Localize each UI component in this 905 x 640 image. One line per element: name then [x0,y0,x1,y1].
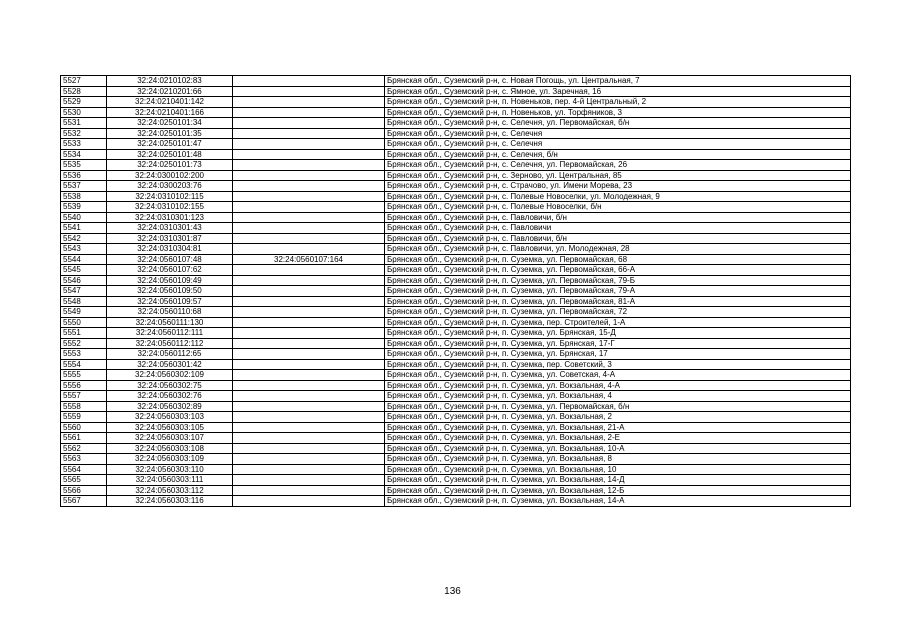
previous-cadastral-number-cell [233,181,385,192]
row-number-cell: 5528 [61,86,107,97]
row-number-cell: 5566 [61,485,107,496]
address-cell: Брянская обл., Суземский р-н, п. Суземка, ул. Вокзальная, 10 [385,464,851,475]
address-cell: Брянская обл., Суземский р-н, с. Полевые Новоселки, б/н [385,202,851,213]
previous-cadastral-number-cell [233,212,385,223]
previous-cadastral-number-cell [233,412,385,423]
address-cell: Брянская обл., Суземский р-н, п. Суземка, ул. Вокзальная, 12-Б [385,485,851,496]
cadastral-number-cell: 32:24:0560303:116 [107,496,233,507]
address-cell: Брянская обл., Суземский р-н, п. Суземка, ул. Первомайская, 66-А [385,265,851,276]
cadastral-number-cell: 32:24:0560107:62 [107,265,233,276]
row-number-cell: 5558 [61,401,107,412]
row-number-cell: 5565 [61,475,107,486]
table-row [61,149,851,160]
cadastral-number-cell: 32:24:0210201:66 [107,86,233,97]
address-cell: Брянская обл., Суземский р-н, п. Суземка, ул. Вокзальная, 8 [385,454,851,465]
table-row [61,118,851,129]
address-cell: Брянская обл., Суземский р-н, п. Суземка, пер. Советский, 3 [385,359,851,370]
cadastral-number-cell: 32:24:0560303:105 [107,422,233,433]
table-row [61,107,851,118]
previous-cadastral-number-cell [233,464,385,475]
table-row [61,307,851,318]
previous-cadastral-number-cell [233,328,385,339]
previous-cadastral-number-cell [233,485,385,496]
previous-cadastral-number-cell [233,160,385,171]
address-cell: Брянская обл., Суземский р-н, п. Новеньков, пер. 4-й Центральный, 2 [385,97,851,108]
row-number-cell: 5532 [61,128,107,139]
row-number-cell: 5562 [61,443,107,454]
address-cell: Брянская обл., Суземский р-н, п. Суземка, ул. Вокзальная, 2-Е [385,433,851,444]
table-row [61,202,851,213]
address-cell: Брянская обл., Суземский р-н, с. Зерново, ул. Центральная, 85 [385,170,851,181]
cadastral-number-cell: 32:24:0560301:42 [107,359,233,370]
table-row [61,349,851,360]
row-number-cell: 5534 [61,149,107,160]
table-row [61,422,851,433]
table-row [61,475,851,486]
address-cell: Брянская обл., Суземский р-н, п. Суземка, ул. Первомайская, б/н [385,401,851,412]
previous-cadastral-number-cell [233,128,385,139]
row-number-cell: 5529 [61,97,107,108]
previous-cadastral-number-cell [233,202,385,213]
previous-cadastral-number-cell [233,97,385,108]
table-row [61,170,851,181]
table-row [61,233,851,244]
table-row [61,380,851,391]
row-number-cell: 5561 [61,433,107,444]
cadastral-number-cell: 32:24:0310301:123 [107,212,233,223]
row-number-cell: 5540 [61,212,107,223]
row-number-cell: 5550 [61,317,107,328]
previous-cadastral-number-cell [233,170,385,181]
previous-cadastral-number-cell [233,76,385,87]
row-number-cell: 5544 [61,254,107,265]
row-number-cell: 5530 [61,107,107,118]
row-number-cell: 5548 [61,296,107,307]
previous-cadastral-number-cell [233,401,385,412]
row-number-cell: 5556 [61,380,107,391]
address-cell: Брянская обл., Суземский р-н, п. Суземка, ул. Вокзальная, 4-А [385,380,851,391]
cadastral-table [60,75,851,507]
table-row [61,496,851,507]
table-row [61,128,851,139]
previous-cadastral-number-cell [233,149,385,160]
cadastral-number-cell: 32:24:0560303:108 [107,443,233,454]
row-number-cell: 5545 [61,265,107,276]
row-number-cell: 5538 [61,191,107,202]
cadastral-number-cell: 32:24:0560303:110 [107,464,233,475]
address-cell: Брянская обл., Суземский р-н, с. Павловичи, ул. Молодежная, 28 [385,244,851,255]
table-row [61,254,851,265]
row-number-cell: 5567 [61,496,107,507]
address-cell: Брянская обл., Суземский р-н, п. Суземка, ул. Вокзальная, 10-А [385,443,851,454]
table-row [61,443,851,454]
table-row [61,181,851,192]
address-cell: Брянская обл., Суземский р-н, с. Страчово, ул. Имени Морева, 23 [385,181,851,192]
cadastral-number-cell: 32:24:0250101:35 [107,128,233,139]
address-cell: Брянская обл., Суземский р-н, с. Павловичи, б/н [385,212,851,223]
row-number-cell: 5533 [61,139,107,150]
row-number-cell: 5554 [61,359,107,370]
table-body [61,76,851,507]
table-row [61,191,851,202]
address-cell: Брянская обл., Суземский р-н, п. Суземка, ул. Первомайская, 72 [385,307,851,318]
cadastral-number-cell: 32:24:0560303:107 [107,433,233,444]
previous-cadastral-number-cell [233,233,385,244]
address-cell: Брянская обл., Суземский р-н, с. Селечня, ул. Первомайская, б/н [385,118,851,129]
previous-cadastral-number-cell [233,286,385,297]
row-number-cell: 5547 [61,286,107,297]
table-row [61,401,851,412]
cadastral-number-cell: 32:24:0310304:81 [107,244,233,255]
cadastral-number-cell: 32:24:0560110:68 [107,307,233,318]
row-number-cell: 5557 [61,391,107,402]
address-cell: Брянская обл., Суземский р-н, п. Суземка, ул. Вокзальная, 4 [385,391,851,402]
address-cell: Брянская обл., Суземский р-н, п. Суземка, ул. Первомайская, 79-Б [385,275,851,286]
previous-cadastral-number-cell [233,338,385,349]
previous-cadastral-number-cell [233,391,385,402]
previous-cadastral-number-cell [233,223,385,234]
address-cell: Брянская обл., Суземский р-н, п. Суземка, ул. Вокзальная, 14-А [385,496,851,507]
address-cell: Брянская обл., Суземский р-н, п. Суземка, ул. Первомайская, 79-А [385,286,851,297]
cadastral-number-cell: 32:24:0560109:50 [107,286,233,297]
previous-cadastral-number-cell [233,443,385,454]
cadastral-number-cell: 32:24:0310301:87 [107,233,233,244]
address-cell: Брянская обл., Суземский р-н, с. Полевые Новоселки, ул. Молодежная, 9 [385,191,851,202]
previous-cadastral-number-cell [233,454,385,465]
cadastral-number-cell: 32:24:0210102:83 [107,76,233,87]
table-row [61,97,851,108]
cadastral-number-cell: 32:24:0560112:111 [107,328,233,339]
address-cell: Брянская обл., Суземский р-н, с. Новая Погощь, ул. Центральная, 7 [385,76,851,87]
address-cell: Брянская обл., Суземский р-н, с. Павловичи [385,223,851,234]
previous-cadastral-number-cell: 32:24:0560107:164 [233,254,385,265]
row-number-cell: 5560 [61,422,107,433]
previous-cadastral-number-cell [233,370,385,381]
address-cell: Брянская обл., Суземский р-н, с. Селечня [385,128,851,139]
table-row [61,464,851,475]
cadastral-number-cell: 32:24:0210401:142 [107,97,233,108]
address-cell: Брянская обл., Суземский р-н, п. Суземка, пер. Строителей, 1-А [385,317,851,328]
cadastral-number-cell: 32:24:0310102:115 [107,191,233,202]
row-number-cell: 5542 [61,233,107,244]
address-cell: Брянская обл., Суземский р-н, с. Павловичи, б/н [385,233,851,244]
cadastral-number-cell: 32:24:0560302:76 [107,391,233,402]
table-row [61,317,851,328]
previous-cadastral-number-cell [233,275,385,286]
table-row [61,244,851,255]
cadastral-number-cell: 32:24:0560109:49 [107,275,233,286]
previous-cadastral-number-cell [233,475,385,486]
cadastral-number-cell: 32:24:0560112:65 [107,349,233,360]
previous-cadastral-number-cell [233,296,385,307]
table-row [61,433,851,444]
address-cell: Брянская обл., Суземский р-н, с. Селечня [385,139,851,150]
row-number-cell: 5564 [61,464,107,475]
address-cell: Брянская обл., Суземский р-н, п. Суземка, ул. Брянская, 15-Д [385,328,851,339]
table-row [61,485,851,496]
cadastral-number-cell: 32:24:0560302:109 [107,370,233,381]
cadastral-number-cell: 32:24:0300102:200 [107,170,233,181]
address-cell: Брянская обл., Суземский р-н, п. Суземка, ул. Советская, 4-А [385,370,851,381]
previous-cadastral-number-cell [233,118,385,129]
table-row [61,223,851,234]
row-number-cell: 5563 [61,454,107,465]
cadastral-number-cell: 32:24:0560302:75 [107,380,233,391]
table-row [61,265,851,276]
table-row [61,286,851,297]
table-row [61,328,851,339]
page-number: 136 [444,586,461,597]
cadastral-number-cell: 32:24:0250101:73 [107,160,233,171]
table-row [61,160,851,171]
address-cell: Брянская обл., Суземский р-н, п. Суземка, ул. Вокзальная, 14-Д [385,475,851,486]
cadastral-number-cell: 32:24:0560302:89 [107,401,233,412]
row-number-cell: 5552 [61,338,107,349]
row-number-cell: 5527 [61,76,107,87]
row-number-cell: 5536 [61,170,107,181]
row-number-cell: 5531 [61,118,107,129]
cadastral-number-cell: 32:24:0250101:34 [107,118,233,129]
table-row [61,139,851,150]
previous-cadastral-number-cell [233,191,385,202]
row-number-cell: 5559 [61,412,107,423]
cadastral-number-cell: 32:24:0560109:57 [107,296,233,307]
address-cell: Брянская обл., Суземский р-н, п. Новеньков, ул. Торфяников, 3 [385,107,851,118]
address-cell: Брянская обл., Суземский р-н, п. Суземка, ул. Вокзальная, 21-А [385,422,851,433]
previous-cadastral-number-cell [233,139,385,150]
previous-cadastral-number-cell [233,349,385,360]
row-number-cell: 5541 [61,223,107,234]
row-number-cell: 5555 [61,370,107,381]
previous-cadastral-number-cell [233,433,385,444]
row-number-cell: 5537 [61,181,107,192]
cadastral-number-cell: 32:24:0560111:130 [107,317,233,328]
cadastral-number-cell: 32:24:0250101:47 [107,139,233,150]
previous-cadastral-number-cell [233,422,385,433]
address-cell: Брянская обл., Суземский р-н, п. Суземка, ул. Первомайская, 68 [385,254,851,265]
address-cell: Брянская обл., Суземский р-н, п. Суземка, ул. Брянская, 17 [385,349,851,360]
cadastral-number-cell: 32:24:0560303:109 [107,454,233,465]
cadastral-number-cell: 32:24:0310102:155 [107,202,233,213]
table-row [61,212,851,223]
row-number-cell: 5539 [61,202,107,213]
row-number-cell: 5546 [61,275,107,286]
row-number-cell: 5535 [61,160,107,171]
address-cell: Брянская обл., Суземский р-н, с. Селечня, ул. Первомайская, 26 [385,160,851,171]
address-cell: Брянская обл., Суземский р-н, п. Суземка, ул. Первомайская, 81-А [385,296,851,307]
previous-cadastral-number-cell [233,380,385,391]
cadastral-number-cell: 32:24:0560303:112 [107,485,233,496]
address-cell: Брянская обл., Суземский р-н, п. Суземка, ул. Вокзальная, 2 [385,412,851,423]
previous-cadastral-number-cell [233,496,385,507]
previous-cadastral-number-cell [233,359,385,370]
cadastral-number-cell: 32:24:0560303:111 [107,475,233,486]
cadastral-number-cell: 32:24:0560112:112 [107,338,233,349]
row-number-cell: 5553 [61,349,107,360]
table-row [61,76,851,87]
cadastral-number-cell: 32:24:0300203:76 [107,181,233,192]
previous-cadastral-number-cell [233,307,385,318]
table-row [61,275,851,286]
cadastral-number-cell: 32:24:0250101:48 [107,149,233,160]
cadastral-number-cell: 32:24:0560107:48 [107,254,233,265]
previous-cadastral-number-cell [233,107,385,118]
row-number-cell: 5543 [61,244,107,255]
address-cell: Брянская обл., Суземский р-н, с. Ямное, ул. Заречная, 16 [385,86,851,97]
table-row [61,370,851,381]
cadastral-number-cell: 32:24:0210401:166 [107,107,233,118]
row-number-cell: 5551 [61,328,107,339]
row-number-cell: 5549 [61,307,107,318]
previous-cadastral-number-cell [233,265,385,276]
cadastral-number-cell: 32:24:0310301:43 [107,223,233,234]
table-row [61,454,851,465]
address-cell: Брянская обл., Суземский р-н, с. Селечня, б/н [385,149,851,160]
previous-cadastral-number-cell [233,86,385,97]
table-row [61,412,851,423]
table-row [61,296,851,307]
previous-cadastral-number-cell [233,244,385,255]
table-row [61,359,851,370]
table-row [61,86,851,97]
table-row [61,391,851,402]
table-row [61,338,851,349]
cadastral-number-cell: 32:24:0560303:103 [107,412,233,423]
previous-cadastral-number-cell [233,317,385,328]
address-cell: Брянская обл., Суземский р-н, п. Суземка, ул. Брянская, 17-Г [385,338,851,349]
